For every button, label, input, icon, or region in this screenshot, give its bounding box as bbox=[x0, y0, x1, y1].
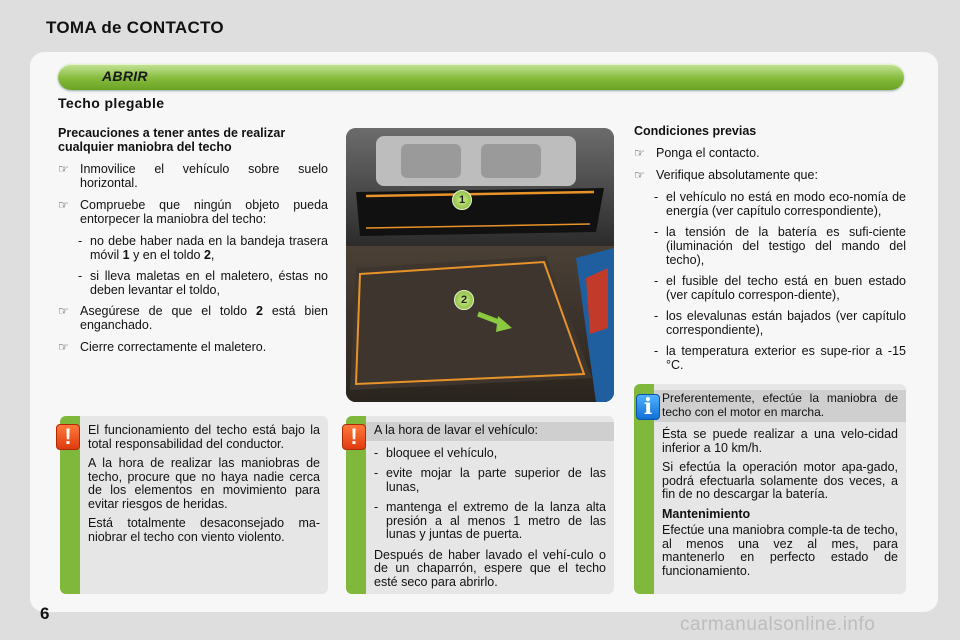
dash-marker: - bbox=[374, 500, 379, 514]
list-item bbox=[58, 304, 328, 332]
sub-list-item-text: si lleva maletas en el maletero, éstas no deben levantar el toldo, bbox=[90, 269, 328, 297]
list-item-text: Ponga el contacto. bbox=[656, 146, 760, 160]
dash-marker: - bbox=[654, 274, 659, 288]
sub-list-item bbox=[654, 225, 906, 267]
info-lead: Preferentemente, efectúe la maniobra de techo con el motor en marcha. bbox=[654, 390, 906, 422]
callout-1: 1 bbox=[452, 190, 472, 210]
list-item bbox=[58, 340, 328, 354]
sub-list-item-text: evite mojar la parte superior de las lunas, bbox=[386, 466, 606, 494]
sub-list-item-text: los elevalunas están bajados (ver capítulo correspondiente), bbox=[666, 309, 906, 337]
warning-paragraph: El funcionamiento del techo está bajo la total responsabilidad del conductor. bbox=[88, 423, 320, 451]
sub-list-item-text: el vehículo no está en modo eco-nomía de energía (ver capítulo correspondiente), bbox=[666, 190, 906, 218]
pointing-hand-icon: ☞ bbox=[634, 168, 645, 182]
sub-list-item bbox=[374, 467, 606, 494]
sub-list-item bbox=[654, 274, 906, 302]
section-label: ABRIR bbox=[102, 68, 148, 84]
dash-marker: - bbox=[654, 344, 659, 358]
info-box bbox=[634, 384, 906, 594]
warning-intro: A la hora de lavar el vehículo: bbox=[366, 422, 614, 441]
sub-list-item-text: mantenga el extremo de la lanza alta presión a al menos 1 metro de las lunas y juntas de puerta. bbox=[386, 500, 606, 541]
callout-2: 2 bbox=[454, 290, 474, 310]
sub-list-item-text: el fusible del techo está en buen estado (ver capítulo correspon-diente), bbox=[666, 274, 906, 302]
trunk-photo bbox=[346, 128, 614, 402]
page-number: 6 bbox=[40, 604, 50, 623]
pointing-hand-icon: ☞ bbox=[58, 198, 69, 212]
sub-list-item bbox=[78, 269, 328, 297]
sub-list-item bbox=[78, 234, 328, 262]
warning-outro: Después de haber lavado el vehí-culo o de un chaparrón, espere que el techo esté seco para abrirlo. bbox=[374, 547, 606, 589]
dash-marker: - bbox=[374, 445, 379, 460]
list-item bbox=[58, 162, 328, 190]
precautions-heading: Precauciones a tener antes de realizar cualquier maniobra del techo bbox=[58, 126, 286, 154]
dash-marker: - bbox=[654, 309, 659, 323]
page-title: TOMA de CONTACTO bbox=[46, 18, 224, 37]
maintenance-paragraph: Efectúe una maniobra comple-ta de techo, al menos una vez al mes, para mantenerlo en perfecto estado de funcionamiento. bbox=[662, 523, 898, 578]
dash-marker: - bbox=[78, 269, 83, 283]
list-item-text: Verifique absolutamente que: bbox=[656, 168, 818, 182]
sub-list-item bbox=[374, 447, 606, 461]
pointing-hand-icon: ☞ bbox=[58, 162, 69, 176]
sub-list-item bbox=[374, 501, 606, 542]
watermark: carmanualsonline.info bbox=[680, 614, 876, 635]
conditions-heading: Condiciones previas bbox=[634, 124, 757, 138]
list-item bbox=[58, 198, 328, 226]
list-item-text: Asegúrese de que el toldo 2 está bien enganchado. bbox=[80, 304, 329, 332]
pointing-hand-icon: ☞ bbox=[58, 304, 69, 318]
precautions-column bbox=[58, 126, 328, 362]
dash-marker: - bbox=[654, 225, 659, 239]
warning-icon: ! bbox=[56, 424, 80, 450]
sub-list-item bbox=[654, 344, 906, 372]
sub-list-item-text: la temperatura exterior es supe-rior a -15 °C. bbox=[666, 344, 906, 372]
sub-list-item-text: bloquee el vehículo, bbox=[386, 445, 498, 460]
pointing-hand-icon: ☞ bbox=[58, 340, 69, 354]
trunk-illustration bbox=[346, 128, 614, 402]
list-item-text: Cierre correctamente el maletero. bbox=[80, 340, 267, 354]
subsection-title: Techo plegable bbox=[58, 95, 165, 111]
dash-marker: - bbox=[654, 190, 659, 204]
warning-paragraph: A la hora de realizar las maniobras de techo, procure que no haya nadie cerca de los elementos en movimiento para evitar riesgos de heridas. bbox=[88, 456, 320, 511]
conditions-column bbox=[634, 124, 906, 379]
list-item-text: Inmovilice el vehículo sobre suelo horizontal. bbox=[80, 162, 328, 190]
warning-box-responsibility bbox=[60, 416, 328, 594]
dash-marker: - bbox=[78, 234, 83, 248]
info-icon: i bbox=[636, 394, 660, 420]
info-paragraph: Si efectúa la operación motor apa-gado, podrá efectuarla solamente dos veces, a fin de no descargar la batería. bbox=[662, 460, 898, 501]
warning-box-content bbox=[374, 424, 606, 595]
warning-box-content bbox=[88, 424, 320, 550]
pointing-hand-icon: ☞ bbox=[634, 146, 645, 160]
warning-icon: ! bbox=[342, 424, 366, 450]
info-box-content bbox=[662, 392, 898, 584]
maintenance-heading: Mantenimiento bbox=[662, 506, 751, 521]
sub-list-item-text: no debe haber nada en la bandeja trasera móvil 1 y en el toldo 2, bbox=[90, 234, 328, 262]
section-bar bbox=[58, 64, 904, 90]
list-item bbox=[634, 146, 906, 160]
warning-box-washing bbox=[346, 416, 614, 594]
sub-list-item bbox=[654, 309, 906, 337]
sub-list-item-text: la tensión de la batería es sufi-ciente (iluminación del testigo del mando del techo), bbox=[666, 225, 906, 267]
dash-marker: - bbox=[374, 466, 379, 480]
list-item-text: Compruebe que ningún objeto pueda entorpecer la maniobra del techo: bbox=[80, 198, 328, 226]
list-item bbox=[634, 168, 906, 182]
info-paragraph: Ésta se puede realizar a una velo-cidad inferior a 10 km/h. bbox=[662, 427, 898, 455]
warning-paragraph: Está totalmente desaconsejado ma-niobrar el techo con viento violento. bbox=[88, 516, 320, 544]
sub-list-item bbox=[654, 190, 906, 218]
